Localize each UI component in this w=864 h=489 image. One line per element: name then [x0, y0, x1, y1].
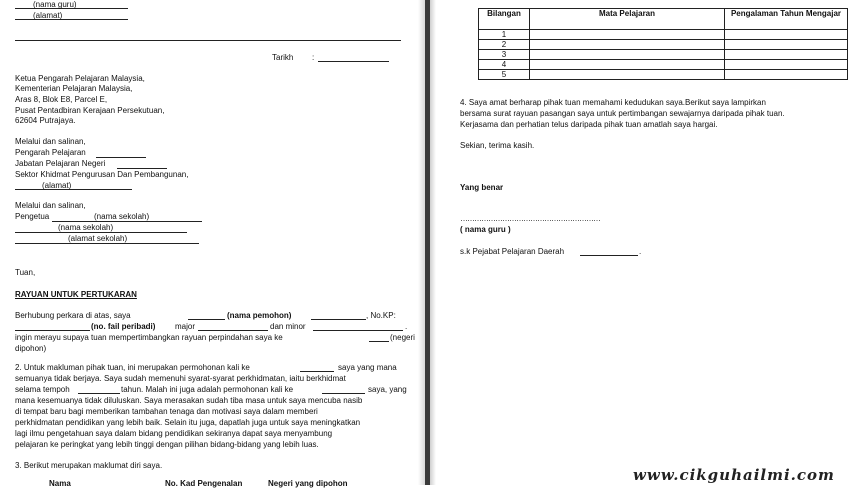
th-mata-pelajaran: Mata Pelajaran	[530, 9, 725, 30]
row-number: 1	[479, 30, 530, 40]
p1-text-2: ingin merayu supaya tuan mempertimbangkan rayuan perpindahan saya ke	[15, 333, 283, 342]
address-line-4: Pusat Pentadbiran Kerajaan Persekutuan,	[15, 106, 165, 115]
via2-school-address: (alamat sekolah)	[68, 234, 128, 243]
cc-end: .	[639, 247, 642, 256]
row-number: 5	[479, 70, 530, 80]
address-line-5: 62604 Putrajaya.	[15, 116, 76, 125]
signature-name: ( nama guru )	[460, 225, 511, 234]
cc-line: s.k Pejabat Pelajaran Daerah	[460, 247, 565, 256]
p1-applicant-name: (nama pemohon)	[227, 311, 292, 320]
table-cell	[725, 40, 848, 50]
p1-blank-1	[188, 319, 225, 320]
via2-line-2: Pengetua	[15, 212, 50, 221]
address-line-3: Aras 8, Blok E8, Parcel E,	[15, 95, 108, 104]
p2-line-3b: tahun. Malah ini juga adalah permohonan kali ke	[121, 385, 294, 394]
table-cell	[530, 30, 725, 40]
via2-school-2: (nama sekolah)	[58, 223, 114, 232]
table-cell	[725, 30, 848, 40]
row-number: 4	[479, 60, 530, 70]
p1-blank-3	[15, 330, 90, 331]
date-line	[318, 61, 389, 62]
table-row	[479, 50, 848, 60]
p2-line-4: mana kesemuanya tidak diluluskan. Saya merasakan sudah tiba masa untuk saya mencuba nasib	[15, 396, 363, 405]
via1-line-4: Sektor Khidmat Pengurusan Dan Pembangunan,	[15, 170, 189, 179]
p2-blank-2	[78, 393, 120, 394]
page-shadow-left	[418, 0, 425, 485]
p1-major: major	[175, 322, 196, 331]
subject-heading: RAYUAN UNTUK PERTUKARAN	[15, 290, 137, 299]
th-pengalaman: Pengalaman Tahun Mengajar	[725, 9, 848, 30]
p1-negeri: (negeri	[390, 333, 415, 342]
p2-blank-3	[322, 393, 365, 394]
p2-line-8: pelajaran ke peringkat yang lebih tinggi dengan pilihan bidang-bidang yang lebih luas.	[15, 440, 319, 449]
p2-line-3c: saya, yang	[368, 385, 407, 394]
p1-blank-2	[311, 319, 366, 320]
p1-blank-4	[198, 330, 268, 331]
table-cell	[530, 60, 725, 70]
salutation: Tuan,	[15, 268, 36, 277]
via1-blank-2	[117, 168, 167, 169]
via1-blank-1	[96, 157, 146, 158]
p4-line-2: bersama surat rayuan pasangan saya untuk pertimbangan sewajarnya daripada pihak tuan.	[460, 109, 785, 118]
address-line	[15, 19, 128, 20]
row-number: 3	[479, 50, 530, 60]
closing-text: Sekian, terima kasih.	[460, 141, 535, 150]
watermark: www.cikguhailmi.com	[633, 466, 835, 484]
table-cell	[725, 70, 848, 80]
p1-dipohon: dipohon)	[15, 344, 47, 353]
p2-line-7: lagi ilmu pengetahuan saya dalam bidang pendidikan sekiranya dapat saya menyambung	[15, 429, 333, 438]
address-line-1: Ketua Pengarah Pelajaran Malaysia,	[15, 74, 145, 83]
p1-blank-6	[369, 341, 389, 342]
table-cell	[530, 40, 725, 50]
cc-blank	[580, 255, 638, 256]
table-row	[479, 60, 848, 70]
p1-text-kp: , No.KP:	[366, 311, 396, 320]
p3-intro: 3. Berikut merupakan maklumat diri saya.	[15, 461, 163, 470]
via1-line-3: Jabatan Pelajaran Negeri	[15, 159, 106, 168]
date-colon: :	[312, 53, 315, 62]
via2-line-1: Melalui dan salinan,	[15, 201, 86, 210]
p1-end-comma: .	[405, 322, 408, 331]
table-row	[479, 40, 848, 50]
col-negeri: Negeri yang dipohon	[268, 479, 348, 488]
header-rule	[15, 40, 401, 41]
table-cell	[725, 50, 848, 60]
via1-line-1: Melalui dan salinan,	[15, 137, 86, 146]
address-line-2: Kementerian Pelajaran Malaysia,	[15, 84, 133, 93]
table-cell	[530, 70, 725, 80]
table-row	[479, 30, 848, 40]
teacher-name-placeholder: (nama guru)	[33, 0, 77, 9]
p1-text-1: Berhubung perkara di atas, saya	[15, 311, 131, 320]
signature-dots: ……………………………………………………	[460, 214, 600, 223]
p2-line-1b: saya yang mana	[338, 363, 397, 372]
p4-line-3: Kerjasama dan perhatian telus daripada pihak tuan amatlah saya hargai.	[460, 120, 718, 129]
p4-line-1: 4. Saya amat berharap pihak tuan memahami kedudukan saya.Berikut saya lampirkan	[460, 98, 766, 107]
page-shadow-right	[430, 0, 436, 485]
table-row	[479, 70, 848, 80]
p1-blank-5	[313, 330, 403, 331]
p1-file-no: (no. fail peribadi)	[91, 322, 156, 331]
table-cell	[725, 60, 848, 70]
p2-line-6: perkhidmatan pendidikan yang lebih baik. Selain itu juga, dapatlah juga untuk saya meningkatkan	[15, 418, 361, 427]
col-nama: Nama	[49, 479, 71, 488]
via1-blank-3	[15, 189, 132, 190]
p2-line-5: di tempat baru bagi memberikan tambahan tenaga dan motivasi saya dalam memberi	[15, 407, 318, 416]
p1-minor: dan minor	[270, 322, 306, 331]
p2-line-3: selama tempoh	[15, 385, 70, 394]
teacher-address-placeholder: (alamat)	[33, 11, 63, 20]
date-label: Tarikh	[272, 53, 294, 62]
p2-line-1: 2. Untuk makluman pihak tuan, ini merupakan permohonan kali ke	[15, 363, 250, 372]
row-number: 2	[479, 40, 530, 50]
via1-line-2: Pengarah Pelajaran	[15, 148, 86, 157]
table-cell	[530, 50, 725, 60]
via2-school-1: (nama sekolah)	[94, 212, 150, 221]
th-bilangan: Bilangan	[479, 9, 530, 30]
p2-blank-1	[300, 371, 334, 372]
p2-line-2: semuanya tidak berjaya. Saya sudah memenuhi syarat-syarat perkhidmatan, iaitu berkhidmat	[15, 374, 346, 383]
yang-benar: Yang benar	[460, 183, 504, 192]
via1-line-5: (alamat)	[42, 181, 72, 190]
table-header-row	[479, 9, 848, 30]
subject-experience-table	[478, 8, 848, 80]
col-kp: No. Kad Pengenalan	[165, 479, 243, 488]
